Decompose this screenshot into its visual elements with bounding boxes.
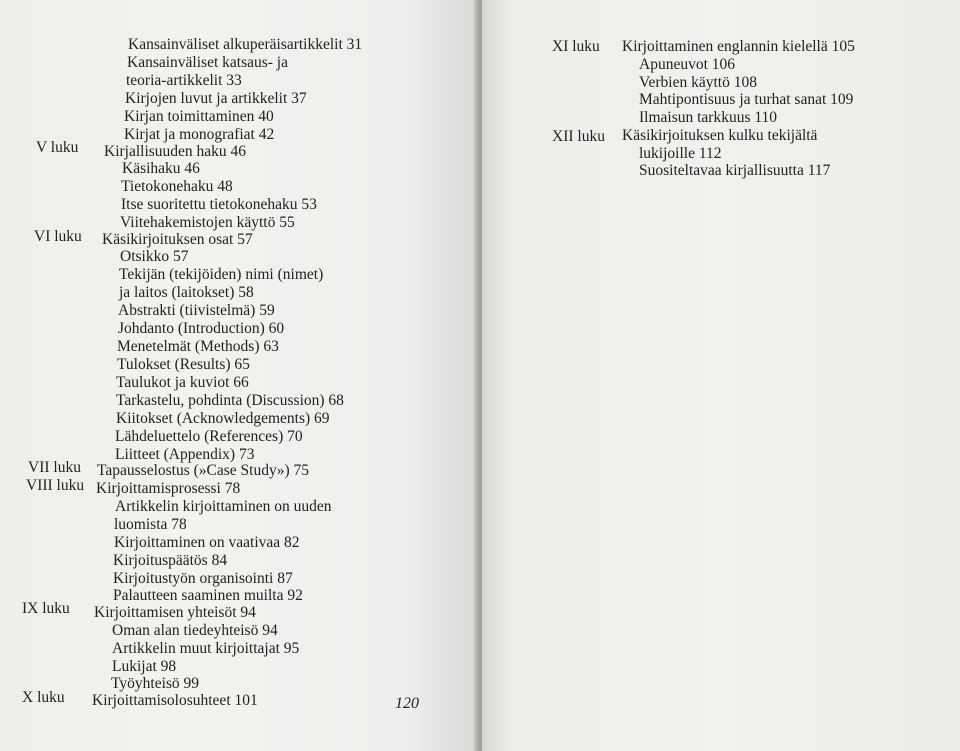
toc-entry: Verbien käyttö 108 (639, 74, 757, 91)
chapter-label: X luku (22, 689, 65, 706)
toc-entry: Otsikko 57 (120, 248, 189, 265)
toc-entry: Viitehakemistojen käyttö 55 (120, 214, 295, 231)
toc-entry: Kansainväliset katsaus- ja (127, 54, 288, 71)
chapter-label: VI luku (34, 228, 82, 245)
toc-entry: Käsikirjoituksen osat 57 (102, 231, 253, 248)
toc-entry: Kirjoittamisprosessi 78 (96, 480, 241, 497)
toc-entry: Artikkelin kirjoittaminen on uuden (115, 498, 332, 515)
toc-entry: Tarkastelu, pohdinta (Discussion) 68 (116, 392, 344, 409)
toc-entry: Abstrakti (tiivistelmä) 59 (118, 302, 275, 319)
toc-entry: Kansainväliset alkuperäisartikkelit 31 (128, 36, 363, 53)
toc-entry: Kirjallisuuden haku 46 (104, 143, 247, 160)
chapter-label: IX luku (22, 600, 70, 617)
toc-entry: Kirjat ja monografiat 42 (124, 126, 275, 143)
toc-entry: Käsikirjoituksen kulku tekijältä (622, 127, 818, 144)
toc-entry: Johdanto (Introduction) 60 (118, 320, 285, 337)
toc-entry: Käsihaku 46 (122, 160, 200, 177)
toc-entry: Kirjojen luvut ja artikkelit 37 (125, 90, 307, 107)
toc-entry: teoria-artikkelit 33 (126, 72, 242, 89)
toc-entry: Kiitokset (Acknowledgements) 69 (116, 410, 330, 427)
toc-entry: Kirjan toimittaminen 40 (124, 108, 274, 125)
toc-entry: Tulokset (Results) 65 (117, 356, 250, 373)
chapter-label: VIII luku (26, 477, 85, 494)
toc-entry: Menetelmät (Methods) 63 (117, 338, 279, 355)
toc-entry: Taulukot ja kuviot 66 (116, 374, 249, 391)
toc-entry: Kirjoituspäätös 84 (113, 552, 228, 569)
toc-entry: Kirjoittamisolosuhteet 101 (92, 692, 258, 709)
toc-entry: Itse suoritettu tietokonehaku 53 (121, 196, 317, 213)
toc-entry: Palautteen saaminen muilta 92 (113, 587, 303, 604)
toc-entry: Liitteet (Appendix) 73 (115, 446, 255, 463)
toc-entry: Mahtipontisuus ja turhat sanat 109 (639, 91, 854, 108)
toc-entry: Työyhteisö 99 (111, 675, 200, 692)
right-page (482, 0, 960, 751)
toc-entry: Tapausselostus (»Case Study») 75 (97, 462, 310, 479)
toc-entry: Tekijän (tekijöiden) nimi (nimet) (119, 266, 324, 283)
toc-entry: Tietokonehaku 48 (121, 178, 233, 195)
toc-entry: luomista 78 (114, 516, 187, 533)
toc-entry: lukijoille 112 (639, 145, 722, 162)
toc-entry: Kirjoittaminen on vaativaa 82 (114, 534, 300, 551)
toc-entry: Kirjoittaminen englannin kielellä 105 (622, 38, 855, 55)
toc-entry: Artikkelin muut kirjoittajat 95 (112, 640, 300, 657)
left-page (0, 0, 478, 751)
toc-entry: ja laitos (laitokset) 58 (119, 284, 254, 301)
page-number: 120 (395, 695, 419, 712)
toc-entry: Kirjoitustyön organisointi 87 (113, 570, 293, 587)
chapter-label: XII luku (552, 128, 605, 145)
toc-entry: Ilmaisun tarkkuus 110 (639, 109, 778, 126)
toc-entry: Oman alan tiedeyhteisö 94 (112, 622, 278, 639)
toc-entry: Lukijat 98 (112, 658, 177, 675)
toc-entry: Kirjoittamisen yhteisöt 94 (94, 604, 256, 621)
toc-entry: Apuneuvot 106 (639, 56, 736, 73)
toc-entry: Lähdeluettelo (References) 70 (115, 428, 303, 445)
toc-entry: Suositeltavaa kirjallisuutta 117 (639, 162, 831, 179)
chapter-label: V luku (36, 139, 79, 156)
chapter-label: XI luku (552, 38, 600, 55)
chapter-label: VII luku (28, 459, 81, 476)
